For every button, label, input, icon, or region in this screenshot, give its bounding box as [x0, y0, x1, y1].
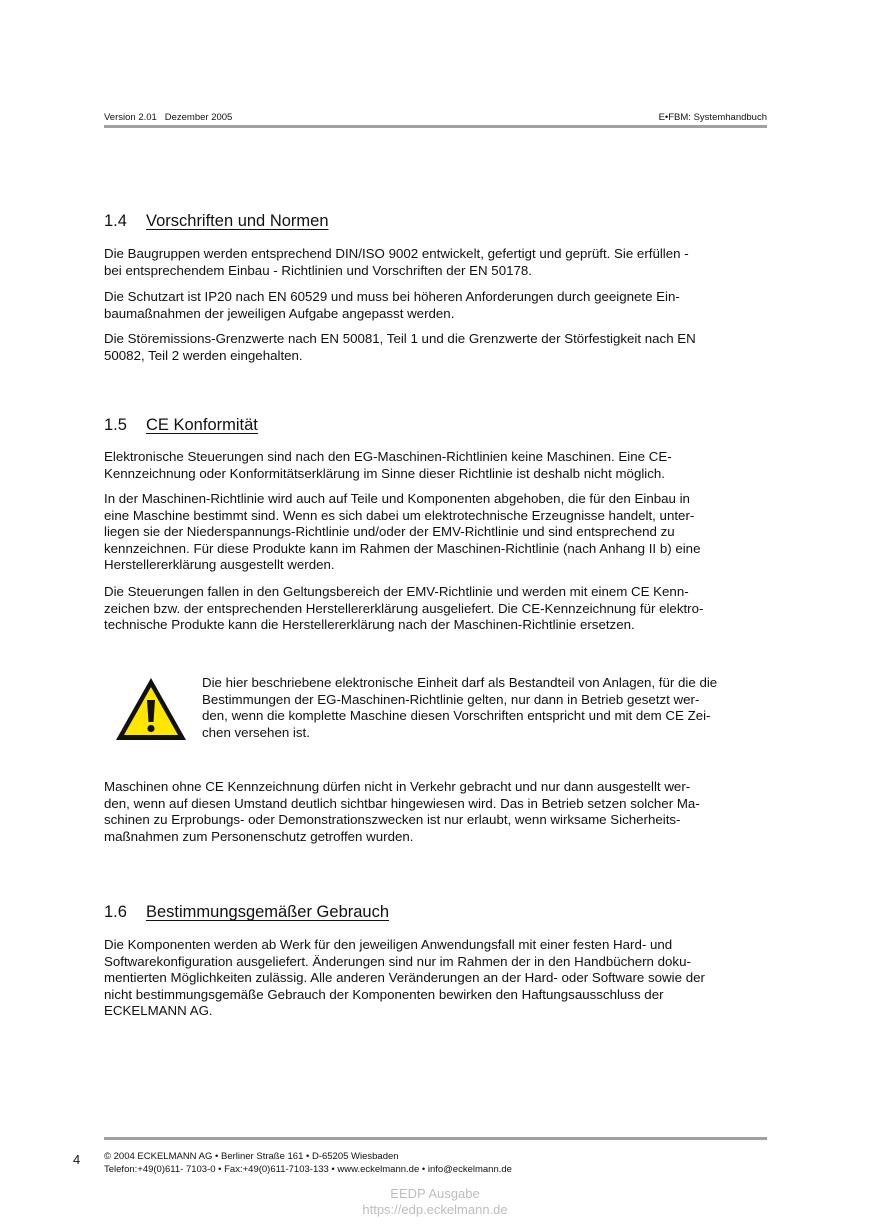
footer-address: © 2004 ECKELMANN AG • Berliner Straße 161 • D-65205 Wiesbaden [104, 1151, 399, 1162]
text-line: technische Produkte kann die Herstellererklärung nach der Maschinen-Richtlinie ersetzen. [104, 617, 635, 633]
text-line: nicht bestimmungsgemäße Gebrauch der Komponenten bewirken den Haftungsausschluss der [104, 986, 664, 1002]
text-line: zeichen bzw. der entsprechenden Herstellererklärung ausgeliefert. Die CE-Kennzeichnung für elektro- [104, 600, 704, 616]
paragraph [104, 331, 770, 364]
section-title: Bestimmungsgemäßer Gebrauch [146, 903, 390, 921]
text-line: Die hier beschriebene elektronische Einheit darf als Bestandteil von Anlagen, für die die [202, 675, 718, 690]
page-number: 4 [73, 1152, 81, 1167]
text-line: eine Maschine bestimmt sind. Wenn es sich dabei um elektrotechnische Erzeugnisse handelt, unter- [104, 507, 695, 523]
section-number: 1.5 [104, 416, 127, 434]
text-line: Kennzeichnung oder Konformitätserklärung im Sinne dieser Richtlinie ist deshalb nicht möglich. [104, 465, 665, 481]
text-line: bei entsprechendem Einbau - Richtlinien und Vorschriften der EN 50178. [104, 262, 532, 278]
text-line: baumaßnahmen der jeweiligen Aufgabe angepasst werden. [104, 305, 455, 321]
text-line: kennzeichnen. Für diese Produkte kann im Rahmen der Maschinen-Richtlinie (nach Anhang II b) eine [104, 540, 701, 556]
footer-contact: Telefon:+49(0)611- 7103-0 • Fax:+49(0)611-7103-133 • www.eckelmann.de • info@eckelmann.de [104, 1164, 512, 1175]
text-line: maßnahmen zum Personenschutz getroffen wurden. [104, 828, 414, 844]
paragraph [104, 246, 770, 279]
text-line: Die Schutzart ist IP20 nach EN 60529 und muss bei höheren Anforderungen durch geeignete Ein- [104, 289, 680, 304]
text-line: Die Störemissions-Grenzwerte nach EN 50081, Teil 1 und die Grenzwerte der Störfestigkeit nach EN [104, 331, 696, 346]
text-line: Die Komponenten werden ab Werk für den jeweiligen Anwendungsfall mit einer festen Hard- und [104, 937, 673, 952]
header-rule [104, 125, 767, 128]
section-heading-1-6 [104, 903, 389, 922]
text-line: liegen sie der Niederspannungs-Richtlinie und/oder der EMV-Richtlinie und sind entsprechend zu [104, 524, 675, 540]
text-line: Die Baugruppen werden entsprechend DIN/ISO 9002 entwickelt, gefertigt und geprüft. Sie erfüllen - [104, 246, 689, 261]
text-line: Die Steuerungen fallen in den Geltungsbereich der EMV-Richtlinie und werden mit einem CE Kenn- [104, 584, 689, 599]
text-line: chen versehen ist. [202, 724, 310, 740]
header-version: Version 2.01 Dezember 2005 [104, 112, 233, 123]
section-heading-1-5 [104, 416, 258, 435]
text-line: In der Maschinen-Richtlinie wird auch auf Teile und Komponenten abgehoben, die für den Einbau in [104, 491, 690, 506]
section-number: 1.6 [104, 903, 127, 921]
text-line: mentierten Möglichkeiten zulässig. Alle anderen Veränderungen an der Hard- oder Software sowie der [104, 970, 705, 986]
text-line: Elektronische Steuerungen sind nach den EG-Maschinen-Richtlinien keine Maschinen. Eine CE- [104, 449, 672, 464]
watermark-url: https://edp.eckelmann.de [362, 1202, 508, 1217]
footer-rule [104, 1137, 767, 1140]
section-number: 1.4 [104, 212, 127, 230]
paragraph [104, 289, 770, 322]
paragraph [104, 584, 770, 634]
section-heading-1-4 [104, 212, 329, 231]
paragraph [104, 449, 770, 482]
warning-icon [114, 676, 188, 742]
text-line: 50082, Teil 2 werden eingehalten. [104, 347, 303, 363]
text-line: den, wenn die komplette Maschine diesen Vorschriften entspricht und mit dem CE Zei- [202, 708, 711, 724]
text-line: ECKELMANN AG. [104, 1003, 213, 1019]
text-line: Bestimmungen der EG-Maschinen-Richtlinie gelten, nur dann in Betrieb gesetzt wer- [202, 691, 700, 707]
text-line: Maschinen ohne CE Kennzeichnung dürfen nicht in Verkehr gebracht und nur dann ausgestellt wer- [104, 779, 691, 794]
watermark-label: EEDP Ausgabe [390, 1186, 480, 1201]
text-line: Softwarekonfiguration ausgeliefert. Änderungen sind nur im Rahmen der in den Handbüchern doku- [104, 953, 691, 969]
text-line: schinen zu Erprobungs- oder Demonstrationszwecken ist nur erlaubt, wenn wirksame Sicherheits- [104, 812, 681, 828]
warning-text [202, 675, 772, 741]
text-line: den, wenn auf diesen Umstand deutlich sichtbar hingewiesen wird. Das in Betrieb setzen solcher Ma- [104, 795, 700, 811]
paragraph [104, 779, 770, 845]
text-line: Herstellererklärung ausgestellt werden. [104, 557, 335, 573]
header-title: E•FBM: Systemhandbuch [658, 112, 767, 123]
paragraph [104, 491, 770, 574]
paragraph [104, 937, 770, 1020]
section-title: CE Konformität [146, 416, 258, 434]
section-title: Vorschriften und Normen [146, 212, 329, 230]
